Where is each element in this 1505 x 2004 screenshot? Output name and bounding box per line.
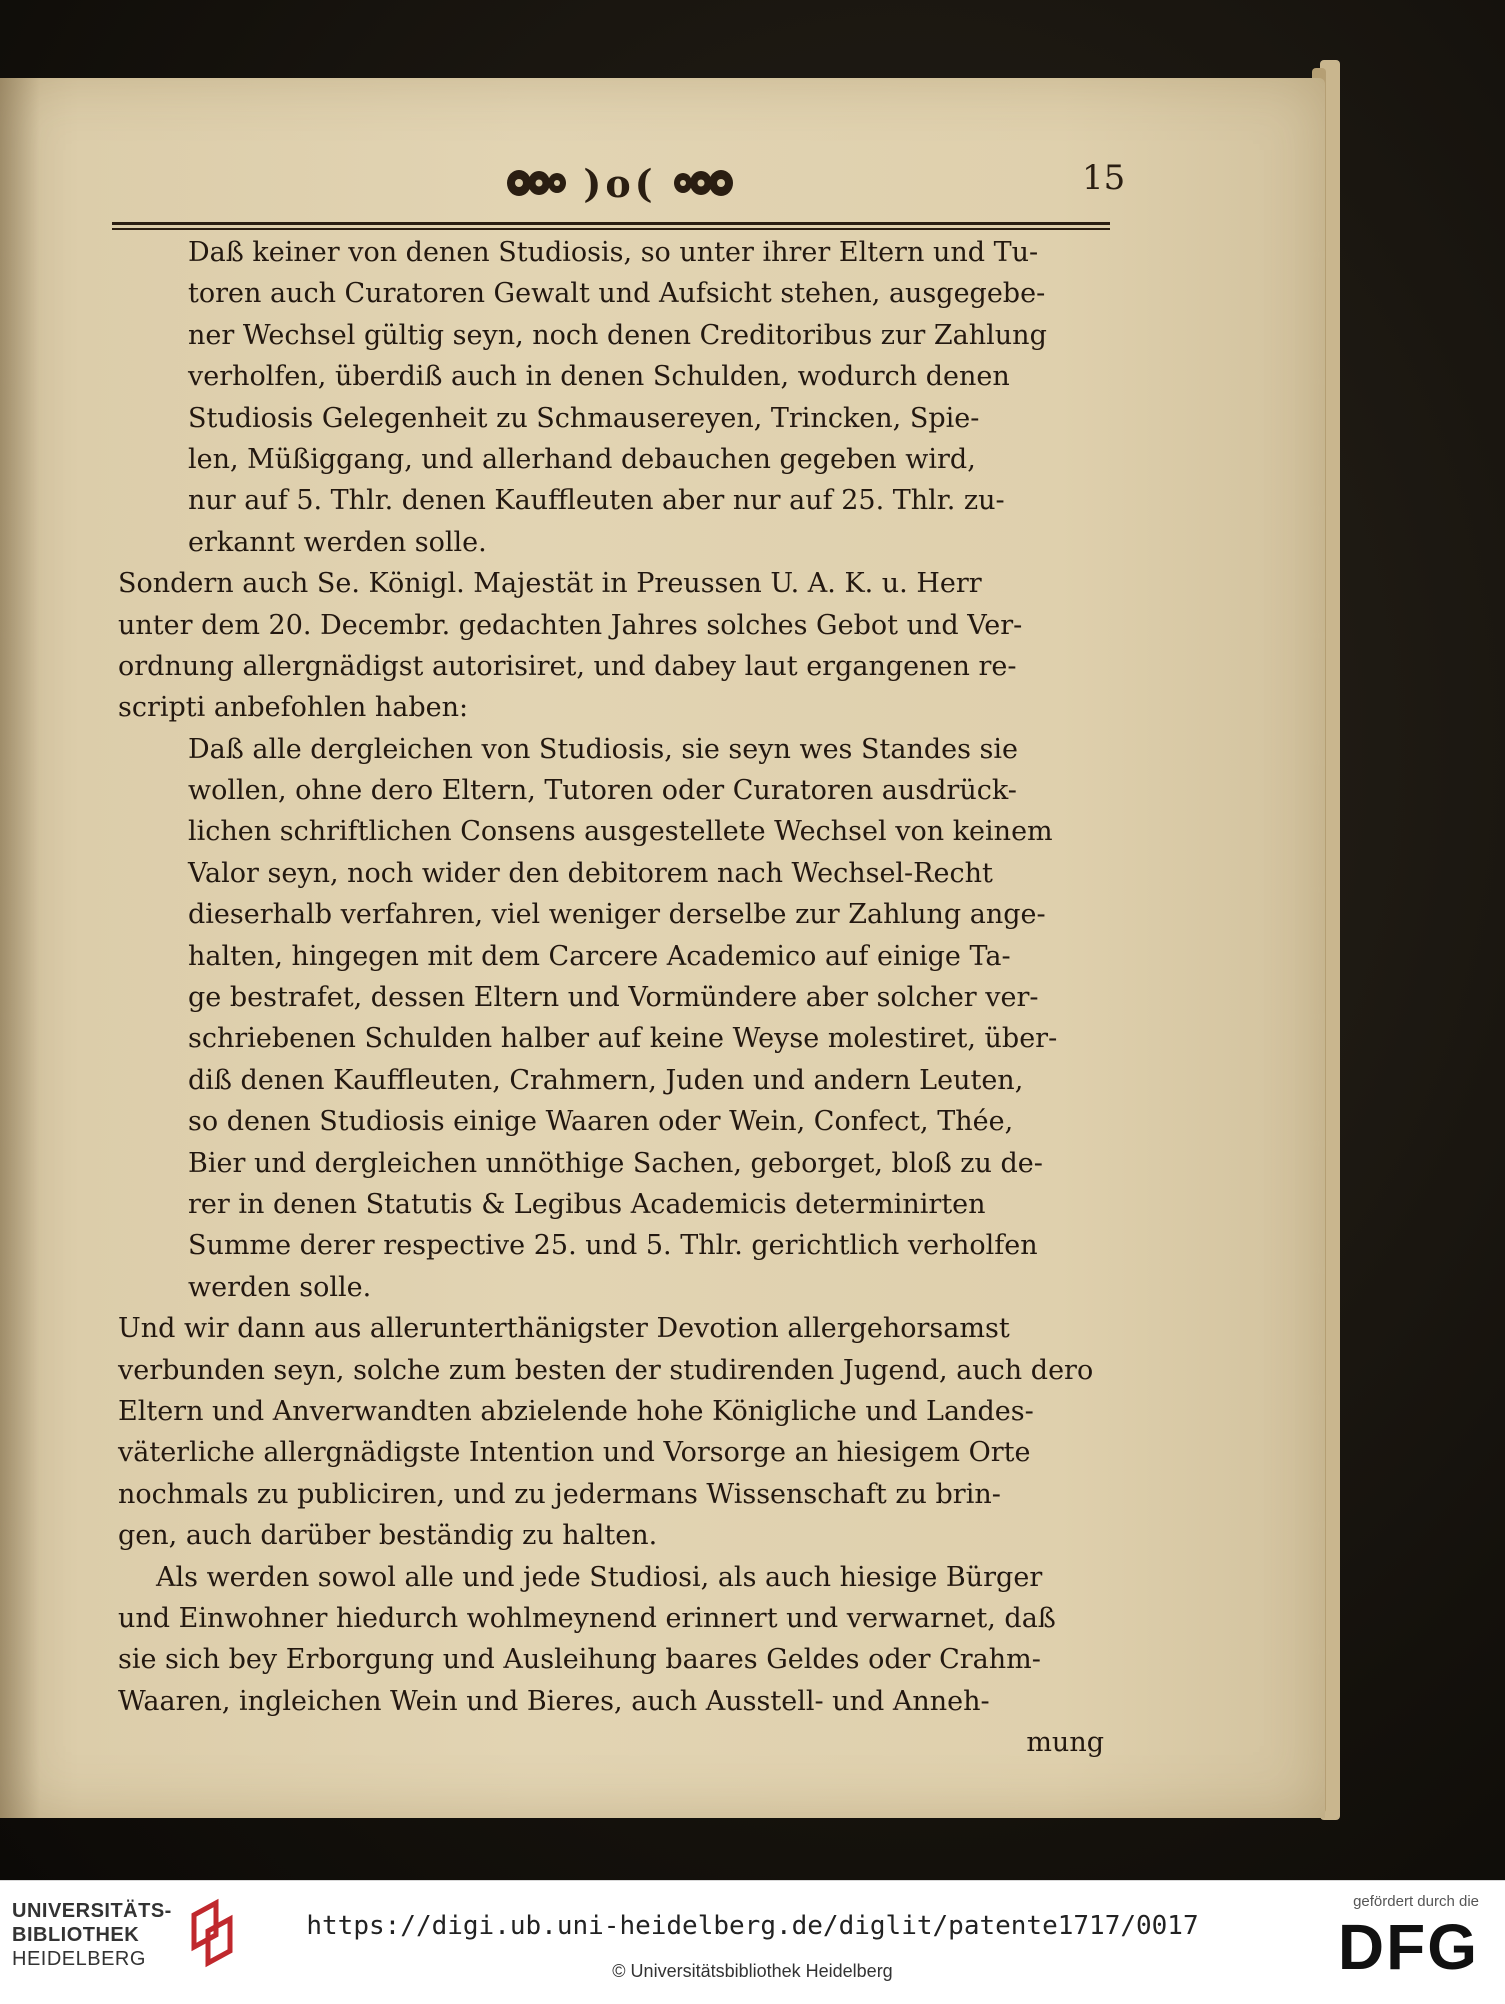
text-line: und Einwohner hiedurch wohlmeynend erinnert und verwarnet, daß	[118, 1602, 1056, 1634]
text-line: len, Müßiggang, und allerhand debauchen gegeben wird,	[188, 443, 976, 475]
text-line: Bier und dergleichen unnöthige Sachen, geborget, bloß zu de-	[188, 1147, 1043, 1179]
page-gutter-shadow	[0, 78, 40, 1818]
text-line: Sondern auch Se. Königl. Majestät in Preussen U. A. K. u. Herr	[118, 568, 982, 600]
viewer-footer	[0, 1880, 1505, 2004]
funder-logo[interactable]	[1289, 1893, 1479, 1982]
text-line: Daß alle dergleichen von Studiosis, sie seyn wes Standes sie	[188, 733, 1018, 765]
dfg-logo-text: DFG	[1337, 1911, 1479, 1983]
text-line: verbunden seyn, solche zum besten der studirenden Jugend, auch dero	[118, 1354, 1094, 1386]
text-line: toren auch Curatoren Gewalt und Aufsicht stehen, ausgegebe-	[188, 278, 1046, 310]
permalink-url[interactable]: https://digi.ub.uni-heidelberg.de/diglit/patente1717/0017	[306, 1911, 1199, 1941]
page-number: 15	[1082, 158, 1126, 198]
text-line: rer in denen Statutis & Legibus Academicis determinirten	[188, 1188, 986, 1220]
logo-line-1: UNIVERSITÄTS-	[12, 1900, 172, 1922]
catchword-block	[118, 1722, 1110, 1763]
text-line: dieserhalb verfahren, viel weniger derselbe zur Zahlung ange-	[188, 899, 1046, 931]
text-line: ge bestrafet, dessen Eltern und Vormündere aber solcher ver-	[188, 982, 1039, 1014]
copyright-notice: © Universitätsbibliothek Heidelberg	[612, 1961, 893, 1981]
text-line: ner Wechsel gültig seyn, noch denen Creditoribus zur Zahlung	[188, 319, 1047, 351]
text-line: väterliche allergnädigste Intention und Vorsorge an hiesigem Orte	[118, 1437, 1031, 1469]
left-fleuron-icon	[505, 165, 569, 201]
catchword: mung	[1026, 1727, 1104, 1758]
text-line: halten, hingegen mit dem Carcere Academico auf einige Ta-	[188, 940, 1011, 972]
text-line: Und wir dann aus allerunterthänigster Devotion allergehorsamst	[118, 1313, 1010, 1345]
text-line: nochmals zu publiciren, und zu jedermans Wissenschaft zu brin-	[118, 1478, 1001, 1510]
logo-line-3: HEIDELBERG	[12, 1948, 146, 1970]
text-line: Summe derer respective 25. und 5. Thlr. gerichtlich verholfen	[188, 1230, 1038, 1262]
funding-label: gefördert durch die	[1353, 1893, 1479, 1910]
body-text	[118, 232, 1110, 1722]
text-line: ordnung allergnädigst autorisiret, und dabey laut ergangenen re-	[118, 650, 1017, 682]
text-line: Waaren, ingleichen Wein und Bieres, auch Ausstell- und Anneh-	[118, 1685, 990, 1717]
text-line: Valor seyn, noch wider den debitorem nach Wechsel-Recht	[188, 857, 993, 889]
text-line: gen, auch darüber beständig zu halten.	[118, 1520, 658, 1552]
text-line: unter dem 20. Decembr. gedachten Jahres solches Gebot und Ver-	[118, 609, 1023, 641]
text-line: verholfen, überdiß auch in denen Schulden, wodurch denen	[188, 361, 1010, 393]
logo-line-2: BIBLIOTHEK	[12, 1924, 140, 1946]
text-line: Studiosis Gelegenheit zu Schmausereyen, Trincken, Spie-	[188, 402, 980, 434]
text-line: Daß keiner von denen Studiosis, so unter ihrer Eltern und Tu-	[188, 237, 1039, 268]
text-line: scripti anbefohlen haben:	[118, 692, 469, 724]
text-line: Als werden sowol alle und jede Studiosi, als auch hiesige Bürger	[156, 1561, 1043, 1593]
header-center-ornament: )o(	[583, 160, 657, 206]
text-line: werden solle.	[188, 1271, 372, 1303]
text-line: schriebenen Schulden halber auf keine Weyse molestiret, über-	[188, 1023, 1058, 1055]
text-line: erkannt werden solle.	[188, 526, 487, 558]
text-line: Eltern und Anverwandten abzielende hohe Königliche und Landes-	[118, 1395, 1034, 1427]
text-line: lichen schriftlichen Consens ausgestellete Wechsel von keinem	[188, 816, 1053, 848]
text-line: diß denen Kauffleuten, Crahmern, Juden und andern Leuten,	[188, 1064, 1024, 1096]
right-fleuron-icon	[671, 165, 735, 201]
text-line: sie sich bey Erborgung und Ausleihung baares Geldes oder Crahm-	[118, 1644, 1041, 1676]
text-line: wollen, ohne dero Eltern, Tutoren oder Curatoren ausdrück-	[188, 775, 1017, 807]
text-line: so denen Studiosis einige Waaren oder Wein, Confect, Thée,	[188, 1106, 1014, 1138]
header-rule	[112, 222, 1110, 230]
page-header-ornament	[495, 158, 745, 208]
text-line: nur auf 5. Thlr. denen Kauffleuten aber nur auf 25. Thlr. zu-	[188, 485, 1005, 517]
